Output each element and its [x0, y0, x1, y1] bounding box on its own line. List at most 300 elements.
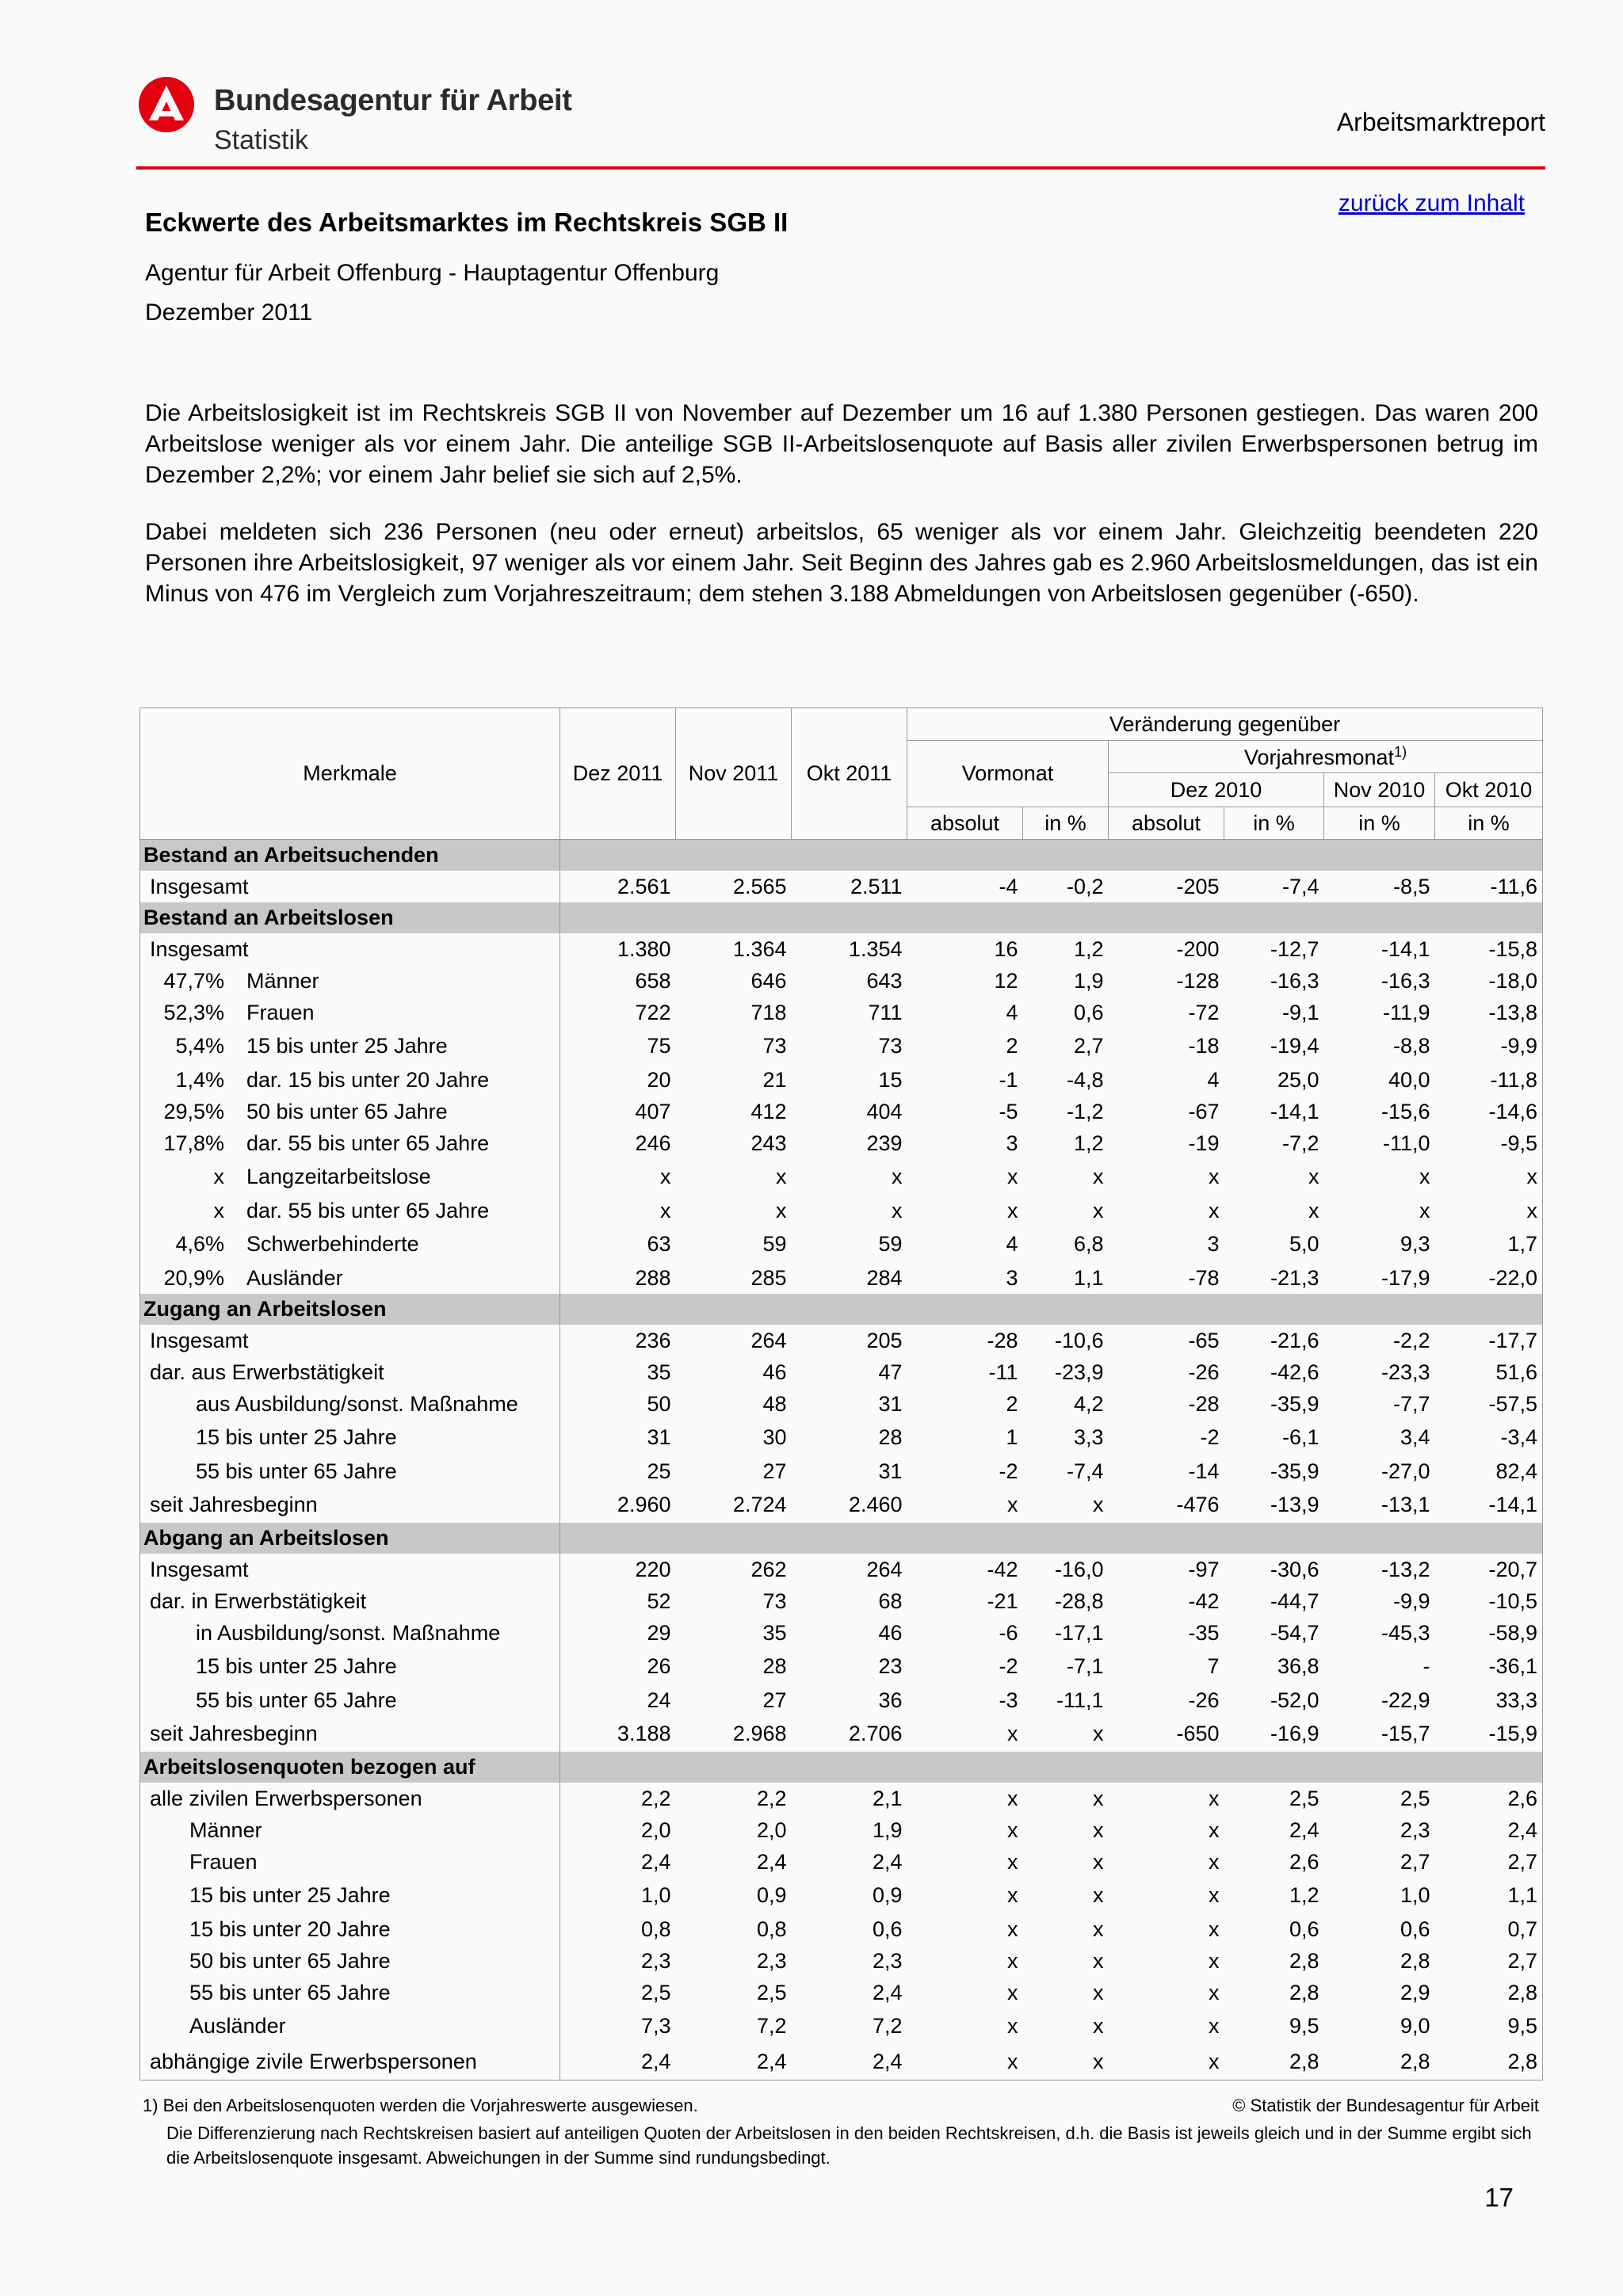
row-label-cell [140, 1846, 560, 1878]
table-row [140, 1554, 1543, 1585]
row-label: 15 bis unter 20 Jahre [189, 1917, 391, 1941]
table-cell: 243 [750, 1131, 787, 1155]
table-cell: 2,6 [1289, 1849, 1319, 1874]
row-label-cell [140, 1064, 560, 1096]
table-body [140, 840, 1543, 2081]
summary-paragraph-1: Die Arbeitslosigkeit ist im Rechtskreis SGB II von November auf Dezember um 16 auf 1.380 Personen gestiegen. Das waren 200 Arbeitslose weniger als vor einem Jahr. Die anteilige SGB II-Arbeitslosenquote auf Basis aller zivilen Erwerbspersonen betrug im Dezember 2,2%; vor einem Jahr belief sie sich auf 2,5%. [145, 400, 1538, 488]
table-cell: 2.960 [617, 1493, 671, 1516]
row-label: alle zivilen Erwerbspersonen [150, 1786, 422, 1810]
table-cell: x [1093, 1165, 1104, 1188]
table-cell: 1,1 [1507, 1883, 1538, 1907]
col-dez2010-absolut: absolut [1109, 807, 1224, 840]
table-cell: -21 [987, 1589, 1018, 1613]
row-share: 5,4% [175, 1034, 224, 1058]
table-cell: 722 [635, 1000, 671, 1024]
table-cell: -6,1 [1281, 1425, 1319, 1449]
col-dez2010: Dez 2010 [1109, 773, 1324, 807]
table-cell: -17,7 [1488, 1328, 1538, 1352]
table-cell: 2,7 [1073, 1034, 1104, 1058]
row-label: Frauen [189, 1849, 258, 1874]
table-cell: 1,2 [1073, 936, 1104, 961]
table-cell: 0,6 [1400, 1917, 1430, 1941]
row-label: 15 bis unter 25 Jahre [196, 1654, 397, 1678]
table-row [140, 1913, 1543, 1945]
table-cell: x [1209, 2014, 1220, 2038]
table-cell: -11,0 [1382, 1131, 1430, 1155]
table-cell: 52 [647, 1589, 671, 1613]
table-cell: -35,9 [1270, 1459, 1319, 1483]
table-cell: 25 [647, 1459, 671, 1483]
col-merkmale: Merkmale [140, 708, 560, 840]
table-cell: -44,7 [1270, 1589, 1319, 1613]
table-cell: 3.188 [617, 1722, 671, 1745]
table-cell: 407 [635, 1099, 671, 1123]
row-label-cell [140, 1388, 560, 1420]
table-row [140, 1878, 1543, 1913]
table-cell: -11 [988, 1360, 1018, 1384]
section-header-row [140, 840, 1543, 871]
table-cell: -27,0 [1381, 1459, 1430, 1483]
table-cell: 31 [878, 1391, 903, 1416]
table-cell: -8,5 [1392, 874, 1430, 898]
table-cell: 1,0 [640, 1883, 671, 1907]
table-cell: 658 [635, 968, 671, 993]
row-label-cell [140, 1420, 560, 1455]
row-label: Insgesamt [150, 874, 249, 898]
table-cell: -22,9 [1381, 1688, 1430, 1712]
table-cell: x [1419, 1198, 1430, 1222]
table-cell: -36,1 [1488, 1654, 1538, 1678]
table-cell: 73 [762, 1589, 787, 1613]
table-cell: -4,8 [1066, 1067, 1104, 1092]
table-cell: 1 [1006, 1425, 1018, 1449]
table-cell: -11,1 [1056, 1688, 1104, 1712]
table-cell: -14,1 [1270, 1099, 1319, 1123]
table-cell: -45,3 [1381, 1620, 1430, 1645]
table-cell: x [1209, 1165, 1220, 1188]
table-cell: 2.460 [848, 1493, 903, 1516]
table-cell: 2,4 [1289, 1817, 1319, 1842]
table-cell: 643 [866, 968, 903, 993]
table-cell: 1,2 [1073, 1131, 1104, 1155]
table-cell: 2.706 [848, 1722, 903, 1745]
col-nov2011: Nov 2011 [676, 708, 792, 840]
row-label: Frauen [246, 1000, 315, 1024]
table-cell: -8,8 [1392, 1034, 1430, 1058]
table-cell: -52,0 [1270, 1688, 1319, 1712]
table-cell: x [1093, 1493, 1104, 1516]
footnote-1: 1) Bei den Arbeitslosenquoten werden die Vorjahreswerte ausgewiesen. [143, 2096, 698, 2115]
col-vorjahresmonat [1109, 741, 1543, 773]
table-cell: 46 [762, 1360, 787, 1384]
table-cell: -26 [1188, 1688, 1220, 1712]
table-cell: 2,7 [1507, 1849, 1538, 1874]
row-label-cell [140, 997, 560, 1028]
table-cell: 2,5 [640, 1980, 671, 2004]
row-label-cell [140, 1814, 560, 1846]
table-cell: -9,9 [1392, 1589, 1430, 1613]
table-cell: x [1209, 1917, 1220, 1941]
table-cell: -7,4 [1281, 874, 1319, 898]
table-cell: -23,9 [1054, 1360, 1104, 1384]
table-cell: 0,9 [756, 1883, 787, 1907]
col-vormonat: Vormonat [907, 741, 1109, 807]
row-label: Insgesamt [150, 1557, 249, 1581]
table-cell: -42 [1188, 1589, 1220, 1613]
table-cell: 9,5 [1289, 2014, 1319, 2038]
table-cell: 3 [1207, 1232, 1220, 1256]
table-cell: 2,8 [1507, 2050, 1538, 2073]
table-cell: 73 [878, 1034, 903, 1058]
row-label: dar. 55 bis unter 65 Jahre [246, 1198, 490, 1222]
table-cell: 36 [878, 1688, 903, 1712]
table-cell: -14,1 [1488, 1493, 1538, 1516]
table-cell: -9,1 [1281, 1000, 1319, 1024]
section-title: Bestand an Arbeitslosen [140, 902, 560, 933]
table-cell: 718 [750, 1000, 787, 1024]
table-cell: x [1093, 1786, 1104, 1810]
row-label: aus Ausbildung/sonst. Maßnahme [196, 1391, 518, 1416]
row-label: Ausländer [246, 1265, 343, 1290]
row-label-cell [140, 1356, 560, 1388]
table-row [140, 1388, 1543, 1420]
table-cell: 3 [1006, 1131, 1018, 1155]
table-cell: 28 [762, 1654, 787, 1678]
row-label-cell [140, 1913, 560, 1945]
table-cell: 50 [647, 1391, 671, 1416]
section-title: Abgang an Arbeitslosen [140, 1523, 560, 1554]
table-cell: -19,4 [1270, 1034, 1319, 1058]
table-cell: x [1007, 1883, 1018, 1907]
table-cell: 2,2 [756, 1786, 787, 1810]
col-veraenderung: Veränderung gegenüber [907, 708, 1543, 741]
table-cell: 1,9 [1073, 968, 1104, 993]
table-cell: 404 [866, 1099, 903, 1123]
table-cell: 31 [878, 1459, 903, 1483]
table-cell: 1,1 [1073, 1265, 1104, 1290]
table-cell: 36,8 [1277, 1654, 1319, 1678]
row-label-cell [140, 1554, 560, 1585]
table-cell: -11,9 [1382, 1000, 1430, 1024]
table-cell: x [1007, 1948, 1018, 1973]
table-cell: -13,1 [1381, 1493, 1430, 1516]
table-header [140, 708, 1543, 840]
table-cell: x [1209, 1980, 1220, 2004]
table-cell: -205 [1176, 874, 1220, 898]
row-label-cell [140, 1617, 560, 1649]
table-row [140, 1977, 1543, 2008]
table-cell: 2,4 [756, 1849, 787, 1874]
row-label: 50 bis unter 65 Jahre [246, 1099, 448, 1123]
table-cell: -97 [1188, 1557, 1220, 1581]
table-row [140, 1846, 1543, 1878]
summary-paragraph-2: Dabei meldeten sich 236 Personen (neu oder erneut) arbeitslos, 65 weniger als vor einem Jahr. Gleichzeitig beendeten 220 Personen ihre Arbeitslosigkeit, 97 weniger als vor einem Jahr. Seit Beginn des Jahres gab es 2.960 Arbeitslosmeldungen, das ist ein Minus von 476 im Vergleich zum Vorjahreszeitraum; dem stehen 3.188 Abmeldungen von Arbeitslosen gegenüber (-650). [145, 519, 1538, 607]
table-cell: 30 [762, 1425, 787, 1449]
row-label: dar. 15 bis unter 20 Jahre [246, 1067, 490, 1092]
table-cell: 220 [635, 1557, 671, 1581]
table-cell: -3,4 [1500, 1425, 1538, 1449]
table-cell: -9,9 [1500, 1034, 1538, 1058]
table-cell: x [1093, 2014, 1104, 2038]
table-cell: x [1093, 1980, 1104, 2004]
report-label: Arbeitsmarktreport [1336, 108, 1545, 136]
section-fill [560, 1294, 1543, 1325]
table-cell: -0,2 [1066, 874, 1104, 898]
table-cell: x [1093, 1883, 1104, 1907]
table-cell: x [1093, 1722, 1104, 1745]
table-cell: 2.565 [732, 874, 787, 898]
table-cell: x [1007, 1165, 1018, 1188]
row-label: seit Jahresbeginn [150, 1493, 318, 1516]
table-cell: 31 [647, 1425, 671, 1449]
table-cell: 1,7 [1507, 1232, 1538, 1256]
table-cell: 1,0 [1400, 1883, 1430, 1907]
table-cell: -22,0 [1488, 1265, 1538, 1290]
table-row [140, 1783, 1543, 1814]
table-cell: -2 [1200, 1425, 1220, 1449]
table-cell: x [1007, 1493, 1018, 1516]
table-cell: -21,6 [1270, 1328, 1319, 1352]
section-header-row [140, 1523, 1543, 1554]
table-cell: 0,7 [1507, 1917, 1538, 1941]
table-cell: 2,0 [640, 1817, 671, 1842]
table-cell: x [1093, 2050, 1104, 2073]
table-row [140, 2044, 1543, 2081]
table-cell: 7,3 [640, 2014, 671, 2038]
section-fill [560, 1523, 1543, 1554]
table-cell: 288 [635, 1265, 671, 1290]
table-cell: 27 [762, 1688, 787, 1712]
col-nov2010-pct: in % [1324, 807, 1435, 840]
table-cell: 23 [878, 1654, 903, 1678]
table-cell: 2 [1006, 1391, 1018, 1416]
table-row [140, 997, 1543, 1028]
row-label-cell [140, 1096, 560, 1127]
row-label-cell [140, 1262, 560, 1294]
table-cell: 9,3 [1400, 1232, 1430, 1256]
table-cell: -10,5 [1488, 1589, 1538, 1613]
table-cell: 9,5 [1507, 2014, 1538, 2038]
table-cell: -67 [1188, 1099, 1220, 1123]
table-cell: 59 [878, 1232, 903, 1256]
table-cell: 646 [750, 968, 787, 993]
table-cell: 2,3 [872, 1948, 903, 1973]
table-cell: x [1093, 1948, 1104, 1973]
table-cell: 2.724 [732, 1493, 787, 1516]
row-label-cell [140, 1585, 560, 1617]
row-label-cell [140, 1127, 560, 1159]
table-cell: 35 [647, 1360, 671, 1384]
row-label: dar. aus Erwerbstätigkeit [150, 1360, 384, 1384]
table-cell: x [1419, 1165, 1430, 1188]
row-label: 55 bis unter 65 Jahre [189, 1980, 391, 2004]
row-label-cell [140, 1684, 560, 1716]
table-cell: x [776, 1165, 787, 1188]
table-cell: 239 [866, 1131, 903, 1155]
row-label: in Ausbildung/sonst. Maßnahme [196, 1620, 501, 1645]
table-cell: 2,0 [756, 1817, 787, 1842]
page-header [135, 76, 1545, 171]
col-vormonat-absolut: absolut [907, 807, 1023, 840]
table-cell: -15,8 [1488, 936, 1538, 961]
table-cell: 2,7 [1400, 1849, 1430, 1874]
table-cell: 82,4 [1495, 1459, 1538, 1483]
row-label-cell [140, 1325, 560, 1356]
table-cell: -23,3 [1381, 1360, 1430, 1384]
row-label: Langzeitarbeitslose [246, 1165, 431, 1188]
table-cell: 2,8 [1400, 2050, 1430, 2073]
row-share: 4,6% [175, 1232, 224, 1256]
row-label-cell [140, 1977, 560, 2008]
table-cell: -20,7 [1488, 1557, 1538, 1581]
table-cell: 2,4 [872, 2050, 903, 2073]
row-label: 55 bis unter 65 Jahre [196, 1459, 397, 1483]
col-dez2011: Dez 2011 [560, 708, 676, 840]
table-cell: 2,4 [640, 2050, 671, 2073]
table-cell: -11,8 [1490, 1067, 1538, 1092]
table-cell: 0,9 [872, 1883, 903, 1907]
agency-name: Agentur für Arbeit Offenburg - Hauptagentur Offenburg [145, 260, 720, 286]
table-cell: 2,4 [1507, 1817, 1538, 1842]
table-cell: -7,2 [1281, 1131, 1319, 1155]
table-cell: -28,8 [1054, 1589, 1104, 1613]
table-row [140, 1487, 1543, 1523]
table-cell: -30,6 [1270, 1557, 1319, 1581]
table-cell: x [1007, 1198, 1018, 1222]
section-header-row [140, 1752, 1543, 1783]
table-cell: 73 [762, 1034, 787, 1058]
table-row [140, 2008, 1543, 2044]
table-cell: 2,2 [640, 1786, 671, 1810]
section-fill [560, 1752, 1543, 1783]
table-cell: 21 [762, 1067, 787, 1092]
table-cell: 246 [635, 1131, 671, 1155]
table-row [140, 933, 1543, 965]
row-share: 1,4% [175, 1067, 224, 1092]
row-label-cell [140, 1716, 560, 1752]
table-cell: 2,4 [756, 2050, 787, 2073]
table-row [140, 1356, 1543, 1388]
table-row [140, 1649, 1543, 1684]
footnote-ref: 1) [1394, 743, 1407, 760]
table-cell: - [1423, 1654, 1430, 1678]
row-label: seit Jahresbeginn [150, 1722, 318, 1745]
row-label: Insgesamt [150, 936, 249, 961]
table-cell: -16,9 [1270, 1722, 1319, 1745]
table-row [140, 1945, 1543, 1977]
table-cell: x [1007, 1722, 1018, 1745]
table-cell: x [1007, 1817, 1018, 1842]
table-cell: -1,2 [1066, 1099, 1104, 1123]
table-cell: 4,2 [1073, 1391, 1104, 1416]
table-cell: 264 [750, 1328, 787, 1352]
row-share: 52,3% [163, 1000, 224, 1024]
section-title: Zugang an Arbeitslosen [140, 1294, 560, 1325]
table-cell: 4 [1207, 1067, 1220, 1092]
table-row [140, 1716, 1543, 1752]
table-cell: -57,5 [1488, 1391, 1538, 1416]
table-row [140, 1325, 1543, 1356]
table-cell: 29 [647, 1620, 671, 1645]
table-cell: 1.354 [848, 936, 903, 961]
row-label-cell [140, 1455, 560, 1487]
row-label: Ausländer [189, 2014, 286, 2038]
table-cell: x [1209, 1849, 1220, 1874]
row-share: 29,5% [163, 1099, 224, 1123]
table-cell: -11,6 [1490, 874, 1538, 898]
row-label-cell [140, 1649, 560, 1684]
table-cell: -15,6 [1381, 1099, 1430, 1123]
table-cell: -17,1 [1054, 1620, 1104, 1645]
table-cell: -14 [1188, 1459, 1220, 1483]
table-cell: -13,2 [1381, 1557, 1430, 1581]
table-cell: 1,9 [872, 1817, 903, 1842]
table-cell: 2,5 [1400, 1786, 1430, 1810]
row-label-cell [140, 1945, 560, 1977]
row-label-cell [140, 1226, 560, 1262]
col-dez2010-pct: in % [1224, 807, 1324, 840]
table-cell: x [1209, 1883, 1220, 1907]
table-cell: 7,2 [756, 2014, 787, 2038]
table-cell: x [1093, 1849, 1104, 1874]
table-cell: -7,1 [1066, 1654, 1104, 1678]
table-cell: -14,6 [1488, 1099, 1538, 1123]
table-cell: -7,7 [1392, 1391, 1430, 1416]
table-cell: 9,0 [1400, 2014, 1430, 2038]
row-label: dar. in Erwerbstätigkeit [150, 1589, 367, 1613]
table-row [140, 1814, 1543, 1846]
back-to-contents-link[interactable]: zurück zum Inhalt [1338, 190, 1525, 216]
table-row [140, 1028, 1543, 1064]
table-cell: 2,4 [872, 1980, 903, 2004]
table-cell: 33,3 [1495, 1688, 1538, 1712]
table-row [140, 1420, 1543, 1455]
table-cell: 6,8 [1073, 1232, 1104, 1256]
row-share: 47,7% [163, 968, 224, 993]
table-row [140, 1096, 1543, 1127]
table-cell: 2,4 [640, 1849, 671, 1874]
row-label: 50 bis unter 65 Jahre [189, 1948, 391, 1973]
col-okt2011: Okt 2011 [792, 708, 907, 840]
row-label-cell [140, 1487, 560, 1523]
table-cell: 7,2 [872, 2014, 903, 2038]
table-row [140, 1262, 1543, 1294]
table-cell: 2.561 [617, 874, 671, 898]
page-title: Eckwerte des Arbeitsmarktes im Rechtskreis SGB II [145, 208, 789, 237]
table-cell: x [1209, 1948, 1220, 1973]
table-cell: 35 [762, 1620, 787, 1645]
col-vorjahresmonat-label: Vorjahresmonat [1243, 745, 1395, 769]
table-cell: -42 [987, 1557, 1018, 1581]
row-label: Insgesamt [150, 1328, 249, 1352]
table-cell: x [660, 1165, 671, 1188]
org-title: Bundesagentur für Arbeit [214, 84, 572, 117]
table-cell: 46 [878, 1620, 903, 1645]
table-cell: -28 [987, 1328, 1018, 1352]
table-cell: x [1209, 1198, 1220, 1222]
table-row [140, 1159, 1543, 1195]
table-cell: -65 [1188, 1328, 1220, 1352]
row-share: x [213, 1165, 224, 1188]
table-cell: 2,8 [1289, 1980, 1319, 2004]
report-period: Dezember 2011 [145, 299, 313, 326]
table-cell: -18,0 [1488, 968, 1538, 993]
table-cell: 2,1 [872, 1786, 903, 1810]
table-cell: -78 [1188, 1265, 1220, 1290]
table-cell: x [1308, 1198, 1319, 1222]
table-cell: 48 [762, 1391, 787, 1416]
table-cell: 2,3 [640, 1948, 671, 1973]
